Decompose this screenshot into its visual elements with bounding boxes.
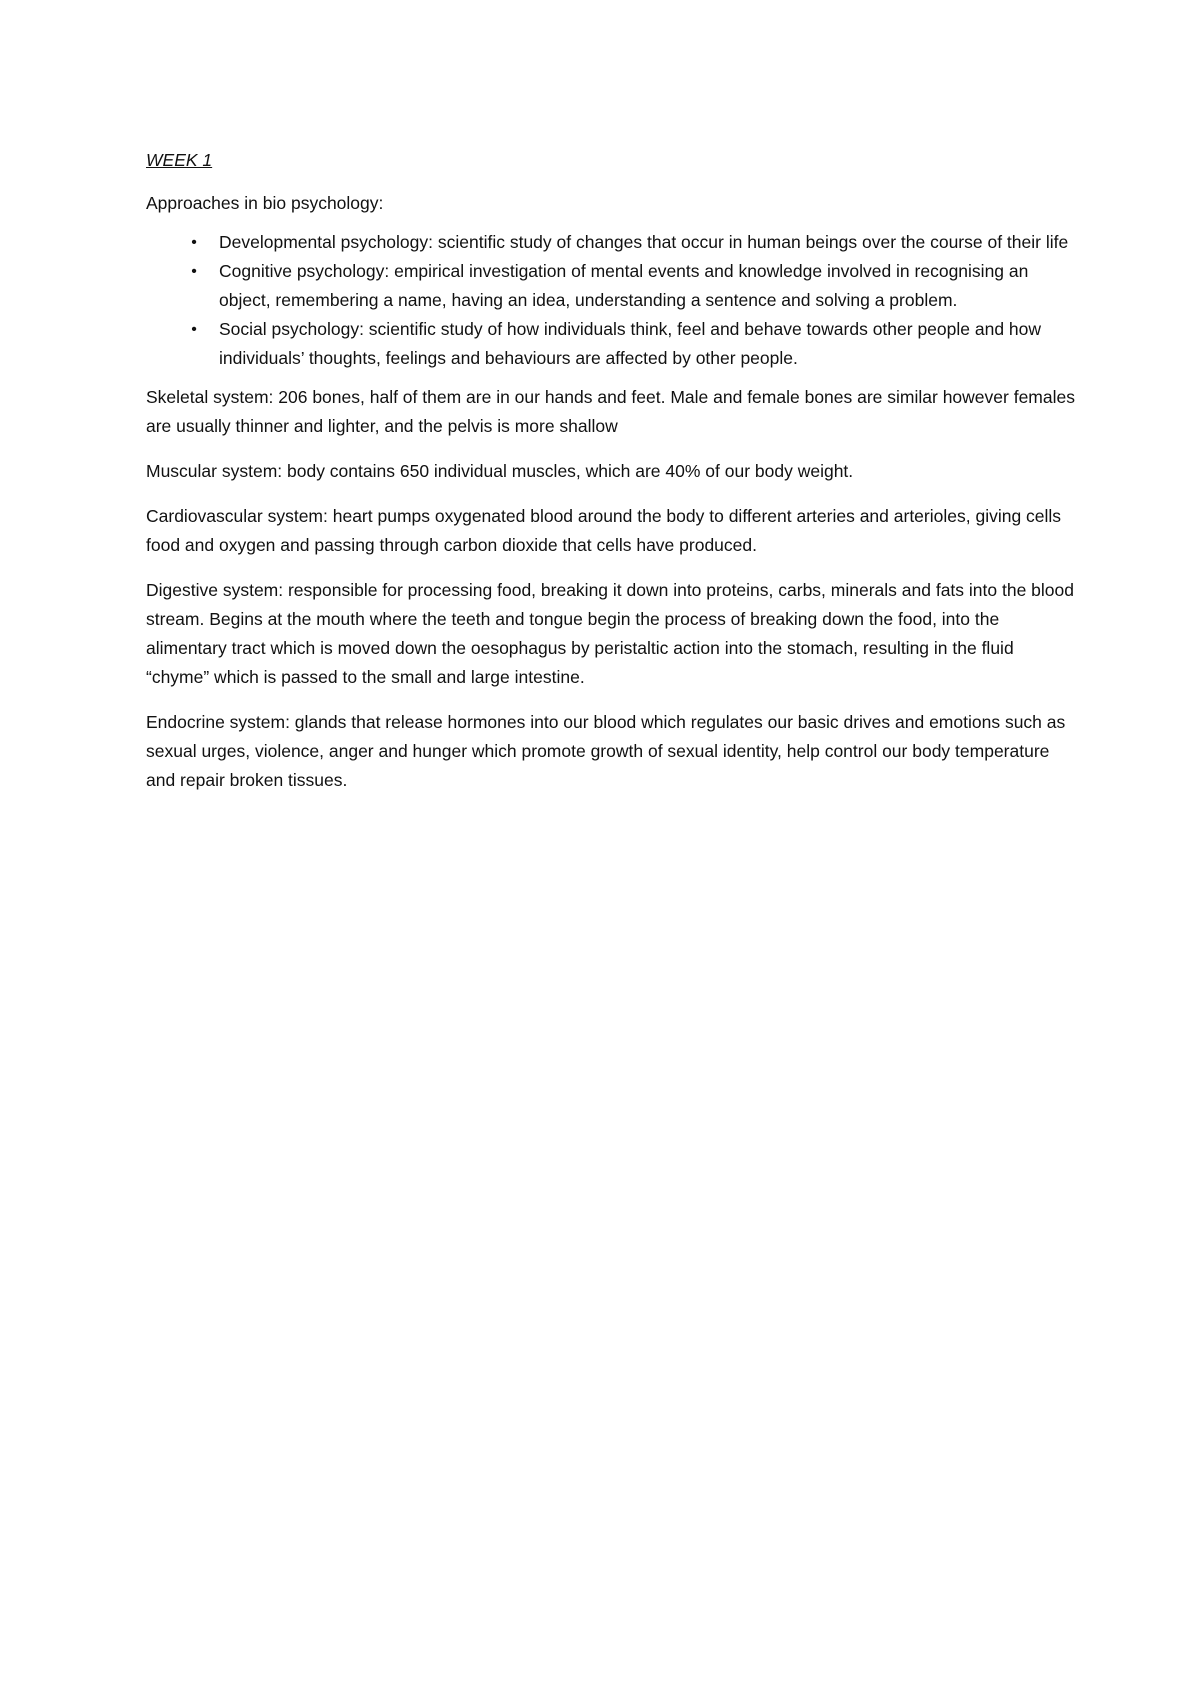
bullet-icon: • xyxy=(191,263,197,280)
bullet-icon: • xyxy=(191,321,197,338)
paragraph-muscular-system: Muscular system: body contains 650 individual muscles, which are 40% of our body weight. xyxy=(146,461,854,481)
list-item xyxy=(146,257,1076,315)
list-item-text: Developmental psychology: scientific study of changes that occur in human beings over the course of their life xyxy=(219,232,1069,252)
list-item xyxy=(146,315,1076,373)
section-intro: Approaches in bio psychology: xyxy=(146,193,384,213)
paragraph-endocrine-system: Endocrine system: glands that release hormones into our blood which regulates our basic drives and emotions such as sexual urges, violence, anger and hunger which promote growth of sexual identity, help control our body temperature and repair broken tissues. xyxy=(146,712,1066,790)
document-body xyxy=(146,146,1076,811)
bullet-icon: • xyxy=(191,234,197,251)
approaches-list xyxy=(146,228,1076,373)
paragraph-digestive-system: Digestive system: responsible for processing food, breaking it down into proteins, carbs, minerals and fats into the blood stream. Begins at the mouth where the teeth and tongue begin the process of breaking down the food, into the alimentary tract which is moved down the oesophagus by peristaltic action into the stomach, resulting in the fluid “chyme” which is passed to the small and large intestine. xyxy=(146,580,1074,687)
list-item xyxy=(146,228,1076,257)
paragraph-cardiovascular-system: Cardiovascular system: heart pumps oxygenated blood around the body to different arteries and arterioles, giving cells food and oxygen and passing through carbon dioxide that cells have produced. xyxy=(146,506,1062,555)
list-item-text: Social psychology: scientific study of how individuals think, feel and behave towards other people and how individuals’ thoughts, feelings and behaviours are affected by other people. xyxy=(219,319,1042,368)
paragraph-skeletal-system: Skeletal system: 206 bones, half of them are in our hands and feet. Male and female bones are similar however females are usually thinner and lighter, and the pelvis is more shallow xyxy=(146,387,1075,436)
page-title: WEEK 1 xyxy=(146,150,213,170)
list-item-text: Cognitive psychology: empirical investigation of mental events and knowledge involved in recognising an object, remembering a name, having an idea, understanding a sentence and solving a problem. xyxy=(219,261,1029,310)
